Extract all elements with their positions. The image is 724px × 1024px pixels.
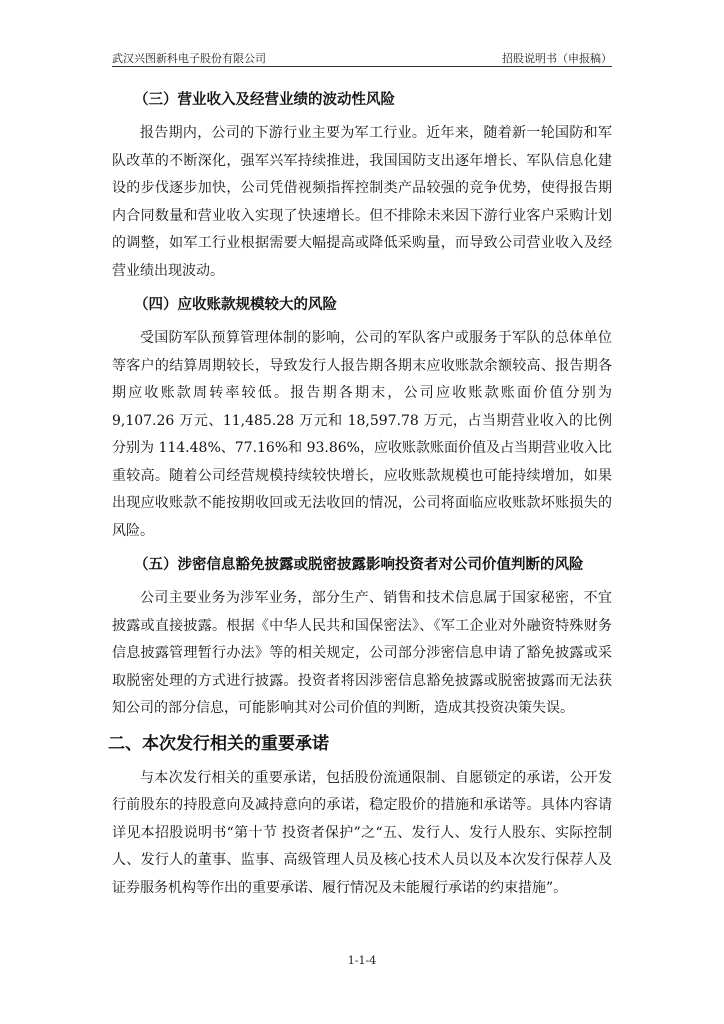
page-header — [112, 50, 612, 66]
section-5-heading: （五）涉密信息豁免披露或脱密披露影响投资者对公司价值判断的风险 — [134, 557, 584, 573]
part-2-paragraph: 与本次发行相关的重要承诺，包括股份流通限制、自愿锁定的承诺，公开发行前股东的持股意向及减持意向的承诺，稳定股价的措施和承诺等。具体内容请详见本招股说明书“第十节 投资者保护”之“五、发行人、发行人股东、实际控制人、发行人的董事、监事、高级管理人员及核心技术人员以及本次发行保荐人及证券服务机构等作出的重要承诺、履行情况及未能履行承诺的约束措施”。 — [112, 769, 612, 896]
page-body — [108, 86, 612, 908]
section-3-paragraph: 报告期内，公司的下游行业主要为军工行业。近年来，随着新一轮国防和军队改革的不断深化，强军兴军持续推进，我国国防支出逐年增长、军队信息化建设的步伐逐步加快，公司凭借视频指挥控制类产品较强的竞争优势，使得报告期内合同数量和营业收入实现了快速增长。但不排除未来因下游行业客户采购计划的调整，如军工行业根据需要大幅提高或降低采购量，而导致公司营业收入及经营业绩出现波动。 — [112, 125, 612, 279]
page-number: 1-1-4 — [347, 954, 377, 967]
section-5-paragraph: 公司主要业务为涉军业务，部分生产、销售和技术信息属于国家秘密，不宜披露或直接披露。根据《中华人民共和国保密法》、《军工企业对外融资特殊财务信息披露管理暂行办法》等的相关规定，公司部分涉密信息申请了豁免披露或采取脱密处理的方式进行披露。投资者将因涉密信息豁免披露或脱密披露而无法获知公司的部分信息，可能影响其对公司价值的判断，造成其投资决策失误。 — [112, 590, 612, 716]
section-3-heading: （三）营业收入及经营业绩的波动性风险 — [134, 92, 395, 108]
section-4-paragraph: 受国防军队预算管理体制的影响，公司的军队客户或服务于军队的总体单位等客户的结算周期较长，导致发行人报告期各期末应收账款余额较高、报告期各期应收账款周转率较低。报告期各期末，公司应收账款账面价值分别为 9,107.26 万元、11,485.28 万元和 18,597.78 万元，占当期营业收入的比例分别为 114.48%、77.16%和 93.86%，应收账款账面价值及占当期营业收入比重较高。随着公司经营规模持续较快增长，应收账款规模也可能持续增加，如果出现应收账款不能按期收回或无法收回的情况，公司将面临应收账款坏账损失的风险。 — [112, 330, 612, 539]
section-4-heading: （四）应收账款规模较大的风险 — [134, 297, 337, 313]
part-2-heading: 二、本次发行相关的重要承诺 — [108, 733, 329, 754]
header-company-name: 武汉兴图新科电子股份有限公司 — [112, 52, 266, 65]
header-divider — [112, 66, 612, 67]
header-document-title: 招股说明书（申报稿） — [502, 52, 612, 65]
